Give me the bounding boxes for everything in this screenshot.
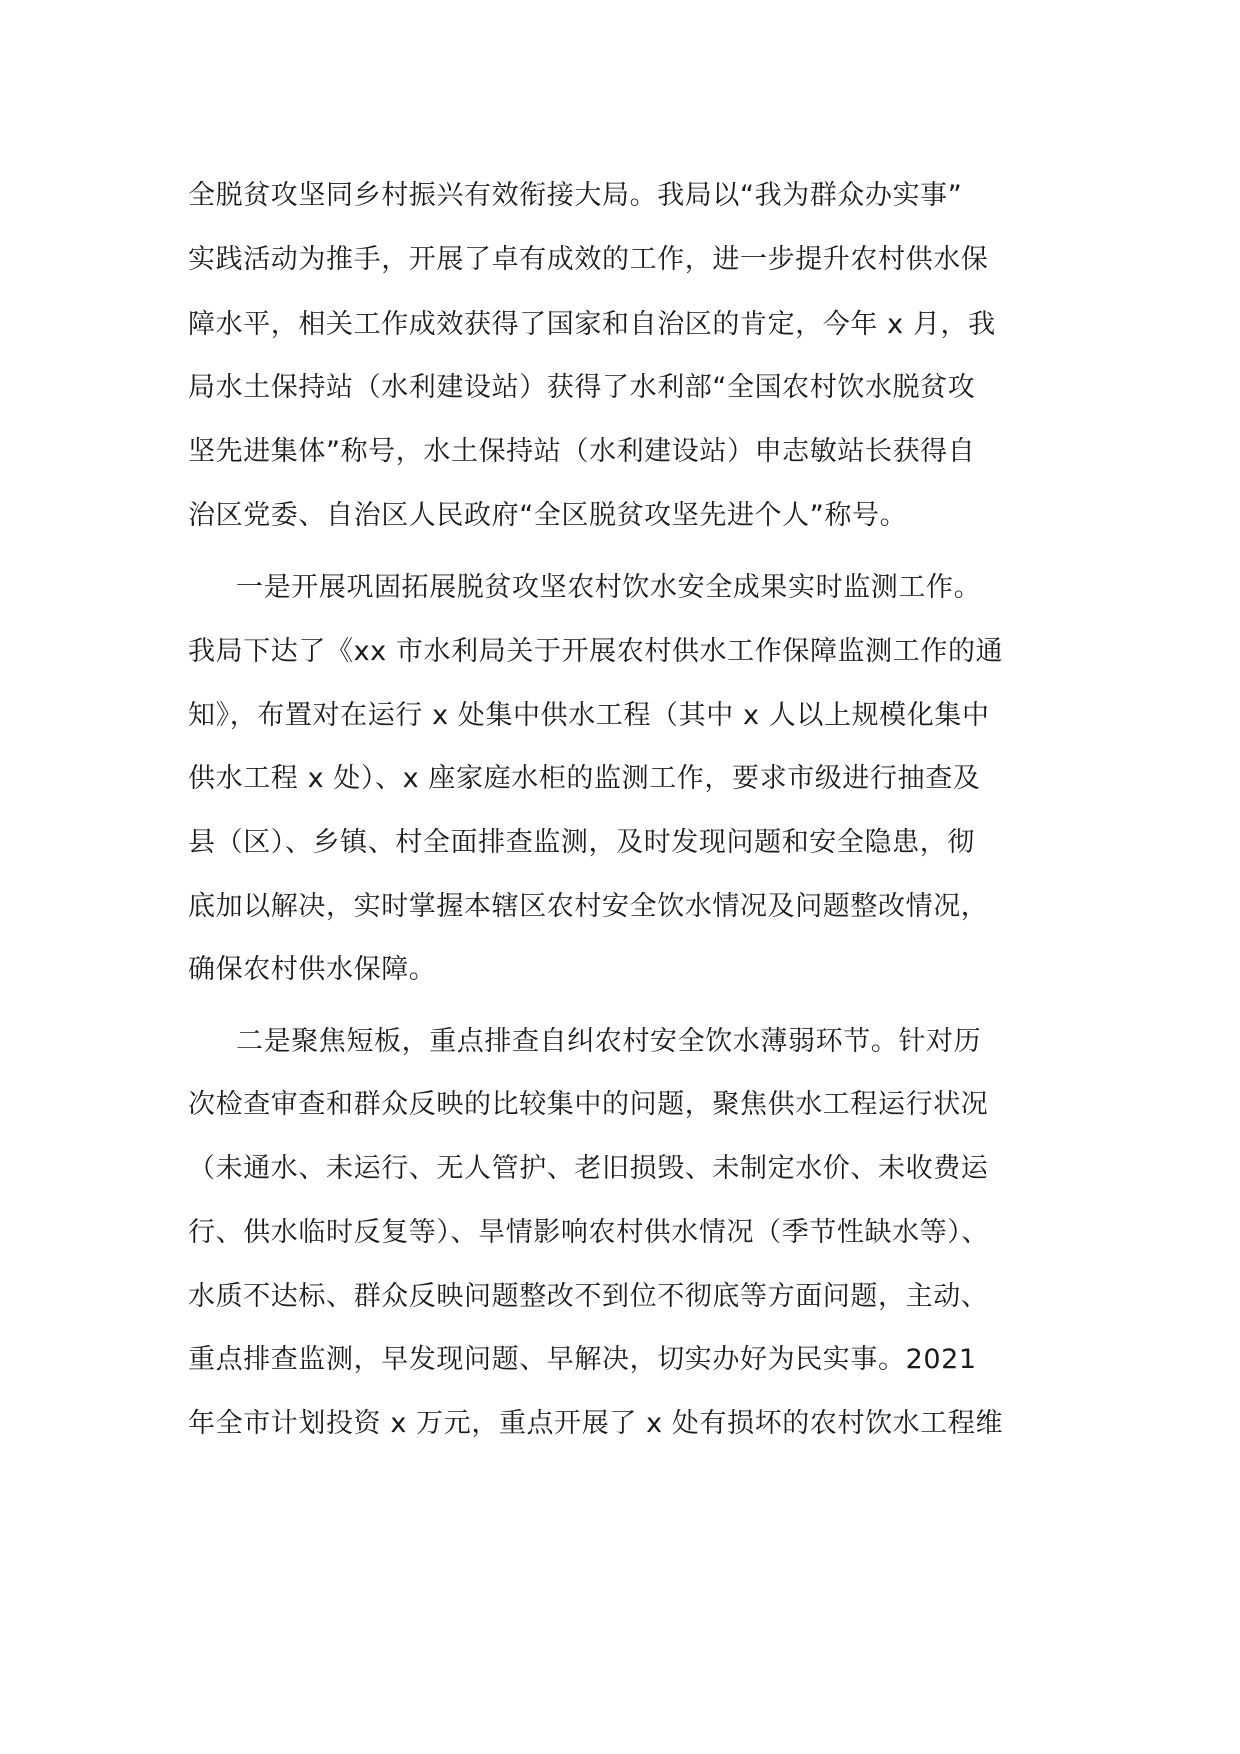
text-line: 实践活动为推手，开展了卓有成效的工作，进一步提升农村供水保 [188,244,989,275]
text-line: 水质不达标、群众反映问题整改不到位不彻底等方面问题，主动、 [188,1281,989,1312]
text-line: 次检查审查和群众反映的比较集中的问题，聚焦供水工程运行状况 [188,1089,989,1120]
text-line: 县（区）、乡镇、村全面排查监测，及时发现问题和安全隐患，彻 [188,827,975,858]
text-line: 知》，布置对在运行 x 处集中供水工程（其中 x 人以上规模化集中 [188,700,990,731]
text-line: 我局下达了《xx 市水利局关于开展农村供水工作保障监测工作的通 [188,636,1004,667]
paragraph-first-line: 一是开展巩固拓展脱贫攻坚农村饮水安全成果实时监测工作。 [236,572,982,603]
text-line: 供水工程 x 处）、x 座家庭水柜的监测工作，要求市级进行抽查及 [188,763,981,794]
paragraph-first-line: 二是聚焦短板，重点排查自纠农村安全饮水薄弱环节。针对历 [236,1026,982,1057]
text-line: 确保农村供水保障。 [188,954,437,985]
text-line: 底加以解决，实时掌握本辖区农村安全饮水情况及问题整改情况， [188,891,989,922]
text-line: 局水土保持站（水利建设站）获得了水利部“全国农村饮水脱贫攻 [188,372,976,403]
text-line: 治区党委、自治区人民政府“全区脱贫攻坚先进个人”称号。 [188,500,908,531]
text-line: 坚先进集体”称号，水土保持站（水利建设站）申志敏站长获得自 [188,436,976,467]
text-line: 重点排查监测，早发现问题、早解决，切实办好为民实事。2021 [188,1344,977,1375]
text-line: 障水平，相关工作成效获得了国家和自治区的肯定，今年 x 月，我 [188,309,996,340]
text-line: （未通水、未运行、无人管护、老旧损毁、未制定水价、未收费运 [188,1153,989,1184]
text-line: 行、供水临时反复等）、旱情影响农村供水情况（季节性缺水等）、 [188,1217,989,1248]
text-line: 全脱贫攻坚同乡村振兴有效衔接大局。我局以“我为群众办实事” [188,180,963,211]
text-line: 年全市计划投资 x 万元，重点开展了 x 处有损坏的农村饮水工程维 [188,1408,1004,1439]
